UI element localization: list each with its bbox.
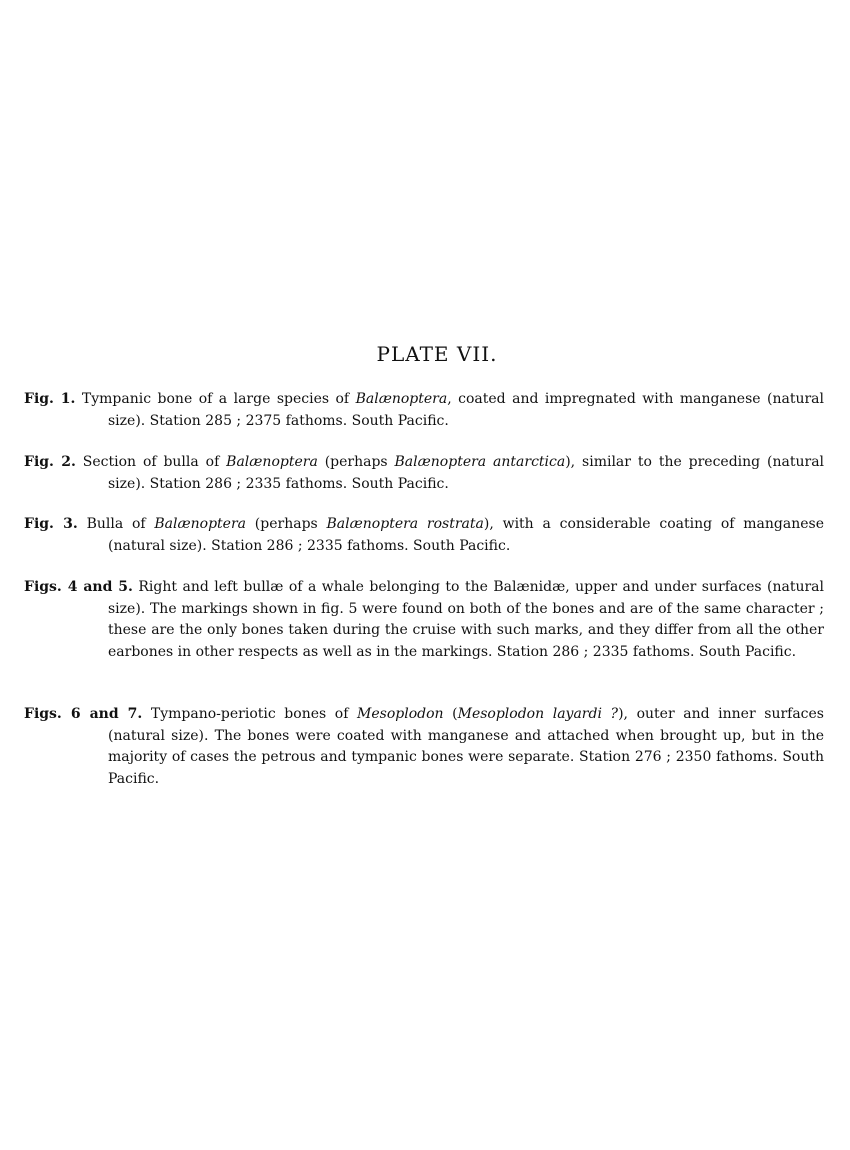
figure-caption-2 xyxy=(24,452,824,495)
caption-taxon: Mesoplodon layardi ? xyxy=(457,706,619,722)
figure-label: Fig. 1. xyxy=(24,391,76,407)
caption-text: ), outer and inner surfaces (natural size). The bones were coated with manganese and attached when brought up, but in the majority of cases the petrous and tympanic bones were separate. Station 276 ; 2350 fathoms. South Pacific. xyxy=(108,706,824,787)
figure-label: Figs. 6 and 7. xyxy=(24,706,143,722)
caption-text: Tympanic bone of a large species of xyxy=(81,391,356,407)
caption-text: Section of bulla of xyxy=(82,454,227,470)
plate-title: PLATE VII. xyxy=(376,342,498,366)
caption-text: , coated and impregnated with manganese (natural size). Station 285 ; 2375 fathoms. South Pacific. xyxy=(108,391,824,429)
figure-label: Fig. 2. xyxy=(24,454,76,470)
figure-caption-4-5 xyxy=(24,577,824,663)
figure-caption-3 xyxy=(24,514,824,557)
figure-caption-1 xyxy=(24,389,824,432)
caption-taxon: Mesoplodon xyxy=(357,706,444,722)
caption-taxon: Balænoptera rostrata xyxy=(326,516,484,532)
caption-text: (perhaps xyxy=(246,516,327,532)
caption-taxon: Balænoptera antarctica xyxy=(394,454,566,470)
caption-text: (perhaps xyxy=(317,454,395,470)
caption-text: ), similar to the preceding (natural size). Station 286 ; 2335 fathoms. South Pacific. xyxy=(108,454,825,492)
caption-text: ), with a considerable coating of manganese (natural size). Station 286 ; 2335 fathoms. South Pacific. xyxy=(108,516,824,554)
figure-label: Figs. 4 and 5. xyxy=(24,579,133,595)
figure-caption-6-7 xyxy=(24,704,824,790)
caption-text: Bulla of xyxy=(86,516,155,532)
caption-text: Right and left bullæ of a whale belonging to the Balænidæ, upper and under surfaces (natural size). The markings shown in fig. 5 were found on both of the bones and are of the same character ; these are the only bones taken during the cruise with such marks, and they differ from all the other earbones in other respects as well as in the markings. Station 286 ; 2335 fathoms. South Pacific. xyxy=(108,579,824,660)
caption-taxon: Balænoptera xyxy=(154,516,247,532)
caption-taxon: Balænoptera xyxy=(226,454,318,470)
caption-text: Tympano-periotic bones of xyxy=(150,706,358,722)
caption-taxon: Balænoptera xyxy=(355,391,448,407)
figure-label: Fig. 3. xyxy=(24,516,78,532)
caption-text: ( xyxy=(443,706,458,722)
